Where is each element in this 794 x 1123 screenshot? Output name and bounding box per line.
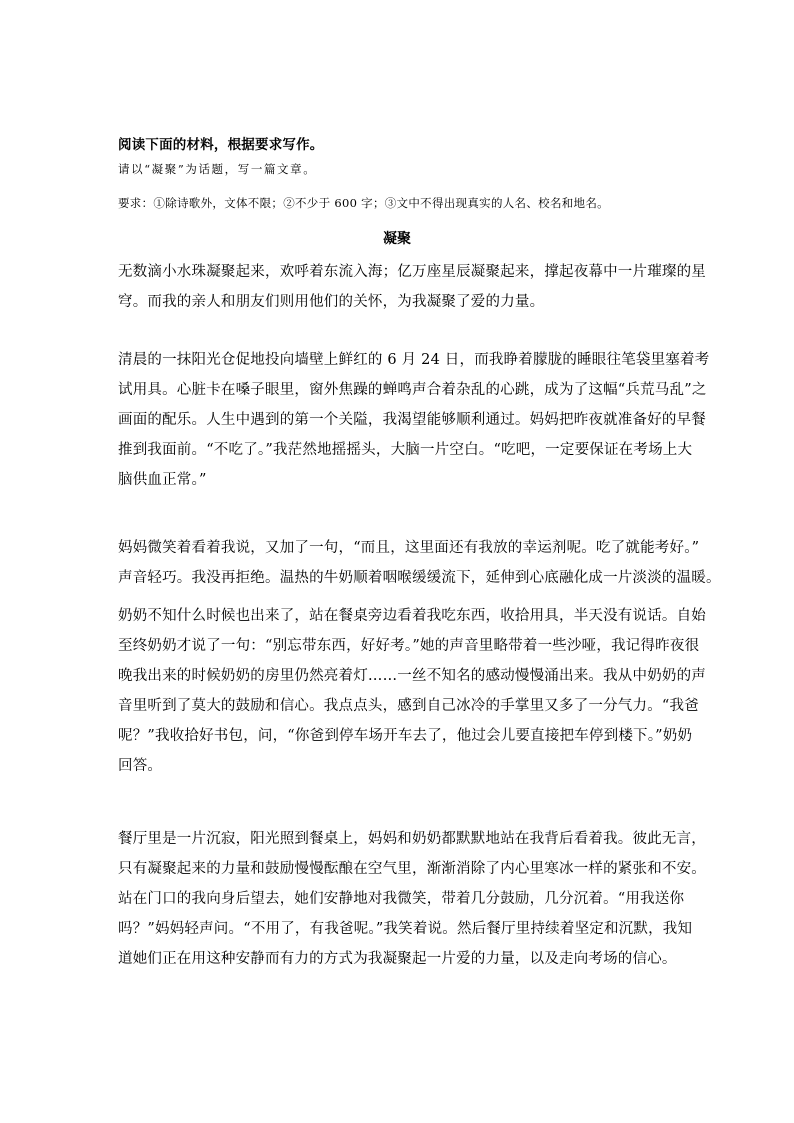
paragraph-line: 站在门口的我向身后望去，她们安静地对我微笑，带着几分鼓励，几分沉着。“用我送你 <box>118 891 685 907</box>
essay-paragraph <box>118 533 721 593</box>
paragraph-line: 奶奶不知什么时候也出来了，站在餐桌旁边看着我吃东西，收拾用具，半天没有说话。自始 <box>118 608 706 624</box>
paragraph-line: 妈妈微笑着看着我说，又加了一句，“而且，这里面还有我放的幸运剂呢。吃了就能考好。” <box>118 540 700 556</box>
paragraph-line: 回答。 <box>118 758 163 774</box>
paragraph-line: 道她们正在用这种安静而有力的方式为我凝聚起一片爱的力量，以及走向考场的信心。 <box>118 951 677 967</box>
paragraph-line: 画面的配乐。人生中遇到的第一个关隘，我渴望能够顺利通过。妈妈把昨夜就准备好的早餐 <box>118 412 706 428</box>
essay-paragraph <box>118 601 706 781</box>
paragraph-line: 呢？”我收拾好书包，问，“你爸到停车场开车去了，他过会儿要直接把车停到楼下。”奶奶 <box>118 728 693 744</box>
prompt-requirements: 要求：①除诗歌外，文体不限；②不少于 600 字；③文中不得出现真实的人名、校名和地名。 <box>118 196 609 210</box>
paragraph-line: 音里听到了莫大的鼓励和信心。我点点头，感到自己冰冷的手掌里又多了一分气力。“我爸 <box>118 698 699 714</box>
essay-title: 凝聚 <box>383 231 411 247</box>
essay-paragraph <box>118 345 710 495</box>
paragraph-line: 试用具。心脏卡在嗓子眼里，窗外焦躁的蝉鸣声合着杂乱的心跳，成为了这幅“兵荒马乱”之 <box>118 382 707 398</box>
paragraph-line: 脑供血正常。” <box>118 472 207 488</box>
paragraph-line: 声音轻巧。我没再拒绝。温热的牛奶顺着咽喉缓缓流下，延伸到心底融化成一片淡淡的温暖。 <box>118 570 721 586</box>
paragraph-line: 餐厅里是一片沉寂，阳光照到餐桌上，妈妈和奶奶都默默地站在我背后看着我。彼此无言， <box>118 831 706 847</box>
paragraph-line: 无数滴小水珠凝聚起来，欢呼着东流入海；亿万座星辰凝聚起来，撑起夜幕中一片璀璨的星 <box>118 264 706 280</box>
paragraph-line: 推到我面前。“不吃了。”我茫然地摇摇头，大脑一片空白。“吃吧，一定要保证在考场上大 <box>118 442 693 458</box>
paragraph-line: 只有凝聚起来的力量和鼓励慢慢酝酿在空气里，渐渐消除了内心里寒冰一样的紧张和不安。 <box>118 861 706 877</box>
essay-paragraph <box>118 257 706 317</box>
prompt-topic: 请以“凝聚”为话题，写一篇文章。 <box>118 162 317 176</box>
paragraph-line: 清晨的一抹阳光仓促地投向墙壁上鲜红的 6 月 24 日，而我睁着朦胧的睡眼往笔袋里塞着考 <box>118 352 710 368</box>
paragraph-line: 至终奶奶才说了一句：“别忘带东西，好好考。”她的声音里略带着一些沙哑，我记得昨夜很 <box>118 638 700 654</box>
essay-paragraph <box>118 824 706 974</box>
prompt-heading: 阅读下面的材料，根据要求写作。 <box>118 137 324 153</box>
paragraph-line: 吗？”妈妈轻声问。“不用了，有我爸呢。”我笑着说。然后餐厅里持续着坚定和沉默，我知 <box>118 921 693 937</box>
paragraph-line: 穹。而我的亲人和朋友们则用他们的关怀，为我凝聚了爱的力量。 <box>118 294 545 310</box>
paragraph-line: 晚我出来的时候奶奶的房里仍然亮着灯……一丝不知名的感动慢慢涌出来。我从中奶奶的声 <box>118 668 706 684</box>
